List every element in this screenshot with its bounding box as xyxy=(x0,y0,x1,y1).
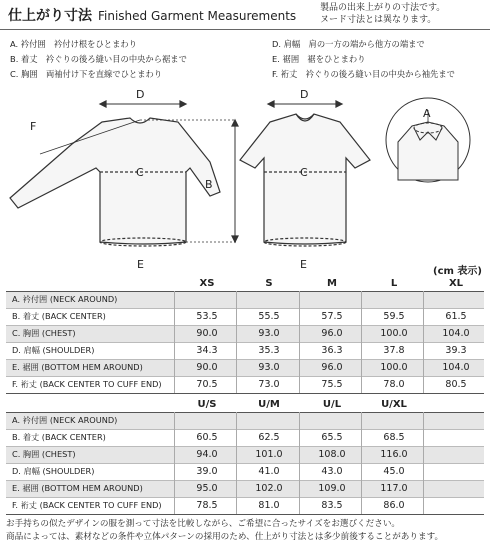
cell: 81.0 xyxy=(258,500,280,511)
cell: 70.5 xyxy=(196,379,218,390)
divider xyxy=(6,412,484,413)
cell: 45.0 xyxy=(383,466,405,477)
row-label: B. 着丈 (BACK CENTER) xyxy=(12,432,106,442)
divider xyxy=(6,480,484,481)
cell: 90.0 xyxy=(196,328,218,339)
legend-b: B. 着丈 衿ぐりの後ろ縫い目の中央から裾まで xyxy=(10,54,187,64)
label-e-back: E xyxy=(137,258,144,271)
cell: 68.5 xyxy=(383,432,405,443)
legend-a: A. 衿付囲 衿付け根をひとまわり xyxy=(10,39,137,49)
cell: 83.5 xyxy=(321,500,343,511)
cell: 78.5 xyxy=(196,500,218,511)
row-label: A. 衿付囲 (NECK AROUND) xyxy=(12,294,118,304)
size-header: XL xyxy=(448,278,464,289)
divider xyxy=(236,291,237,393)
cell: 37.8 xyxy=(383,345,405,356)
table-row xyxy=(6,325,484,342)
table-row xyxy=(6,497,484,514)
header-note xyxy=(320,2,445,26)
footer-notes xyxy=(6,518,443,544)
cell: 117.0 xyxy=(380,483,408,494)
table-row xyxy=(6,480,484,497)
table-row xyxy=(6,429,484,446)
cell: 34.3 xyxy=(196,345,218,356)
size-header: U/S xyxy=(197,399,217,410)
table-row xyxy=(6,291,484,308)
cell: 57.5 xyxy=(321,311,343,322)
divider xyxy=(299,291,300,393)
row-label: D. 肩幅 (SHOULDER) xyxy=(12,466,95,476)
divider xyxy=(6,342,484,343)
cell: 59.5 xyxy=(383,311,405,322)
size-header: U/L xyxy=(322,399,342,410)
cell: 96.0 xyxy=(321,328,343,339)
divider xyxy=(423,291,424,393)
size-table-1 xyxy=(6,276,484,394)
divider xyxy=(361,412,362,514)
title-jp: 仕上がり寸法 xyxy=(8,8,92,24)
label-d-front: D xyxy=(300,88,309,101)
cell: 95.0 xyxy=(196,483,218,494)
cell: 36.3 xyxy=(321,345,343,356)
table-row xyxy=(6,308,484,325)
cell: 75.5 xyxy=(321,379,343,390)
cell: 35.3 xyxy=(258,345,280,356)
cell: 43.0 xyxy=(321,466,343,477)
cell: 100.0 xyxy=(380,328,408,339)
cell: 65.5 xyxy=(321,432,343,443)
cell: 93.0 xyxy=(258,328,280,339)
garment-diagrams xyxy=(0,82,490,272)
cell: 53.5 xyxy=(196,311,218,322)
divider xyxy=(236,412,237,514)
size-header: M xyxy=(327,278,337,289)
size-header: U/XL xyxy=(381,399,407,410)
legend-c: C. 胸囲 両袖付け下を直線でひとまわり xyxy=(10,69,163,79)
row-label: F. 裄丈 (BACK CENTER TO CUFF END) xyxy=(12,379,162,389)
title-en: Finished Garment Measurements xyxy=(98,9,297,23)
divider xyxy=(6,446,484,447)
row-label: E. 裾囲 (BOTTOM HEM AROUND) xyxy=(12,362,143,372)
size-header: XS xyxy=(199,278,215,289)
cell: 109.0 xyxy=(318,483,346,494)
footer-line1: お手持ちの似たデザインの服を測って寸法を比較しながら、ご希望に合ったサイズをお選びください。 xyxy=(6,519,401,529)
cell: 96.0 xyxy=(321,362,343,373)
cell: 100.0 xyxy=(380,362,408,373)
size-header: L xyxy=(390,278,398,289)
divider xyxy=(6,376,484,377)
label-b: B xyxy=(205,178,213,191)
divider xyxy=(361,291,362,393)
table-row xyxy=(6,446,484,463)
row-label: D. 肩幅 (SHOULDER) xyxy=(12,345,95,355)
cell: 93.0 xyxy=(258,362,280,373)
divider xyxy=(423,412,424,514)
divider xyxy=(174,291,175,393)
divider xyxy=(6,325,484,326)
row-label: F. 裄丈 (BACK CENTER TO CUFF END) xyxy=(12,500,162,510)
divider xyxy=(6,429,484,430)
cell: 39.3 xyxy=(445,345,467,356)
divider xyxy=(6,359,484,360)
cell: 116.0 xyxy=(380,449,408,460)
cell: 101.0 xyxy=(255,449,283,460)
label-e-front: E xyxy=(300,258,307,271)
cell: 55.5 xyxy=(258,311,280,322)
divider xyxy=(6,497,484,498)
cell: 80.5 xyxy=(445,379,467,390)
page-title xyxy=(8,5,296,25)
page-header xyxy=(0,0,490,30)
cell: 108.0 xyxy=(318,449,346,460)
cell: 39.0 xyxy=(196,466,218,477)
label-d-back: D xyxy=(136,88,145,101)
size-header: U/M xyxy=(258,399,280,410)
row-label: A. 衿付囲 (NECK AROUND) xyxy=(12,415,118,425)
header-note-line2: ヌード寸法とは異なります。 xyxy=(320,15,437,25)
header-note-line1: 製品の出来上がりの寸法です。 xyxy=(320,3,446,13)
cell: 94.0 xyxy=(196,449,218,460)
row-label: E. 裾囲 (BOTTOM HEM AROUND) xyxy=(12,483,143,493)
table-row xyxy=(6,463,484,480)
label-f: F xyxy=(30,120,37,133)
table-row xyxy=(6,342,484,359)
size-header: S xyxy=(265,278,273,289)
divider xyxy=(6,463,484,464)
cell: 90.0 xyxy=(196,362,218,373)
cell: 60.5 xyxy=(196,432,218,443)
cell: 102.0 xyxy=(255,483,283,494)
legend-e: E. 裾囲 裾をひとまわり xyxy=(272,54,366,64)
cell: 61.5 xyxy=(445,311,467,322)
legend-f: F. 裄丈 衿ぐりの後ろ縫い目の中央から袖先まで xyxy=(272,69,455,79)
label-c-front: C xyxy=(300,166,308,179)
divider xyxy=(6,291,484,292)
label-a: A xyxy=(423,107,431,120)
table-row xyxy=(6,412,484,429)
legend-d: D. 肩幅 肩の一方の端から他方の端まで xyxy=(272,39,425,49)
back-shirt-diagram xyxy=(10,101,238,246)
row-label: C. 胸囲 (CHEST) xyxy=(12,449,76,459)
size-table-2 xyxy=(6,397,484,515)
divider xyxy=(6,393,484,394)
divider xyxy=(299,412,300,514)
cell: 62.5 xyxy=(258,432,280,443)
divider xyxy=(6,308,484,309)
divider xyxy=(174,412,175,514)
cell: 104.0 xyxy=(442,328,470,339)
row-label: C. 胸囲 (CHEST) xyxy=(12,328,76,338)
table-row xyxy=(6,376,484,393)
unit-label: (cm 表示) xyxy=(433,266,482,277)
cell: 86.0 xyxy=(383,500,405,511)
divider xyxy=(6,514,484,515)
cell: 78.0 xyxy=(383,379,405,390)
row-label: B. 着丈 (BACK CENTER) xyxy=(12,311,106,321)
cell: 73.0 xyxy=(258,379,280,390)
table-row xyxy=(6,359,484,376)
label-c-back: C xyxy=(136,166,144,179)
cell: 41.0 xyxy=(258,466,280,477)
cell: 104.0 xyxy=(442,362,470,373)
footer-line2: 商品によっては、素材などの条件や立体パターンの採用のため、仕上がり寸法とは多少前後することがあります。 xyxy=(6,532,444,542)
